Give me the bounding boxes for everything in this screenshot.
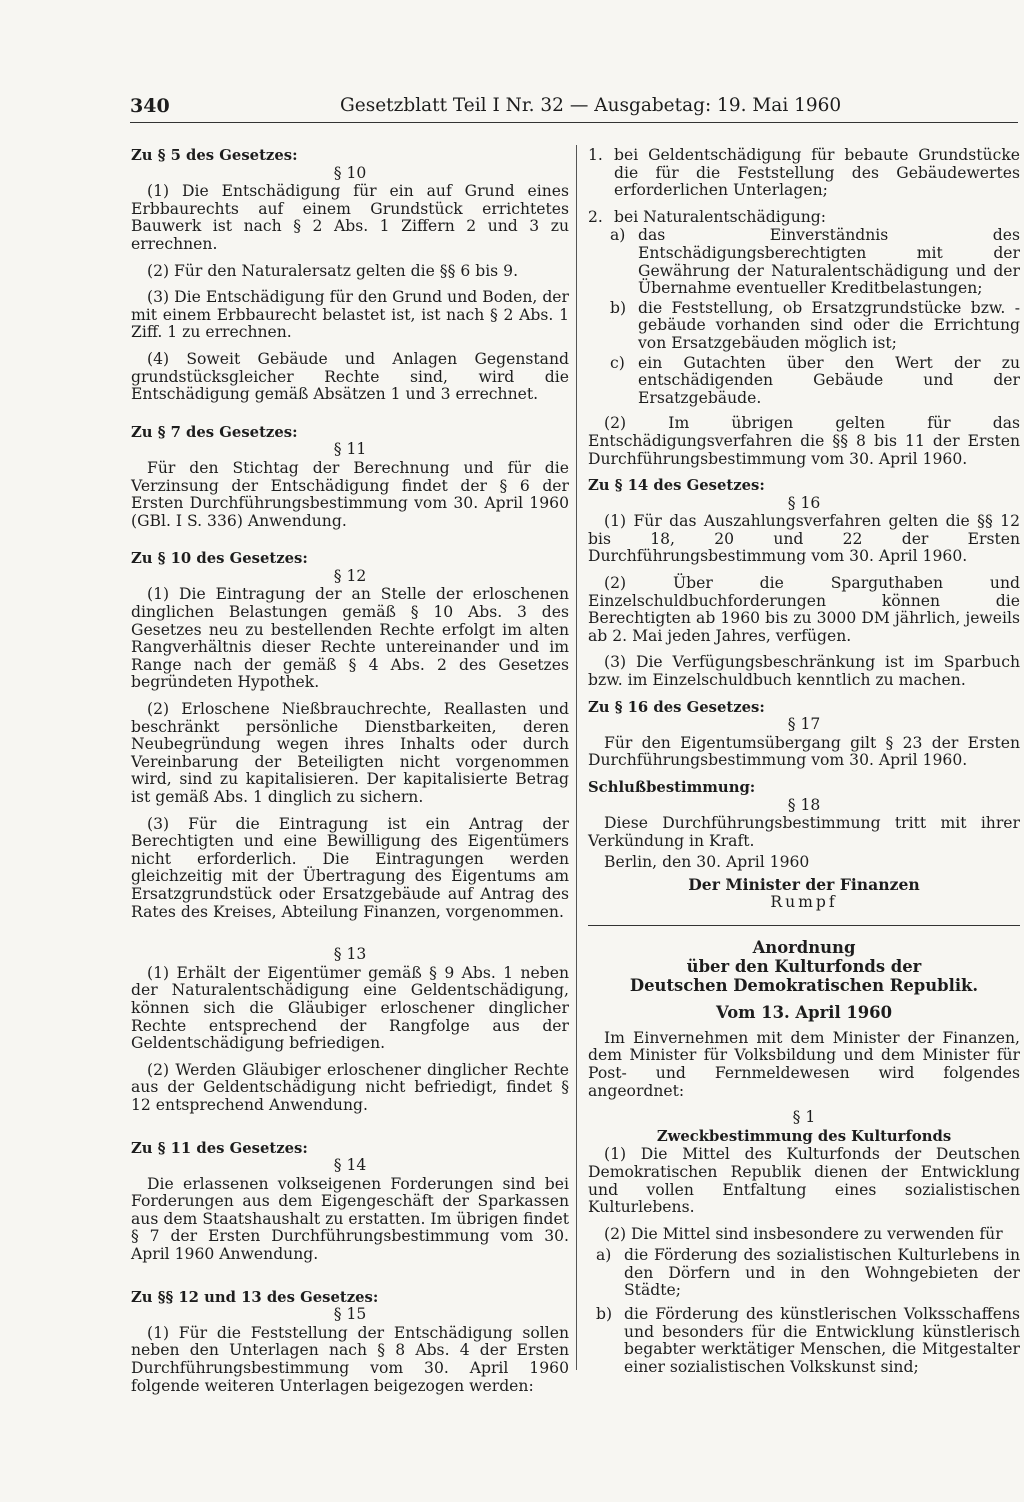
list-item-text: die Förderung des sozialistischen Kulturlebens in den Dörfern und in den Wohngebieten der Städte; bbox=[624, 1246, 1020, 1300]
section-heading: Zu § 10 des Gesetzes: bbox=[131, 550, 308, 568]
paragraph-number: § 10 bbox=[333, 163, 367, 182]
paragraph: (4) Soweit Gebäude und Anlagen Gegenstand grundstücksgleicher Rechte sind, wird die Entschädigung gemäß Absätzen 1 und 3 errechnet. bbox=[131, 349, 569, 404]
list-marker: a) bbox=[610, 226, 626, 245]
paragraph: (1) Erhält der Eigentümer gemäß § 9 Abs. 1 neben der Naturalentschädigung eine Geldentschädigung, können sich die Gläubiger erloschener dinglicher Rechte entsprechend der Rangfolge aus der Geldentschädigung befriedigen. bbox=[131, 963, 569, 1053]
paragraph-number: § 14 bbox=[333, 1156, 367, 1175]
list-marker: a) bbox=[596, 1246, 612, 1265]
list-item-text: bei Naturalentschädigung: bbox=[614, 207, 827, 226]
paragraph: (1) Die Mittel des Kulturfonds der Deutschen Demokratischen Republik dienen der Entwicklung und vollen Entfaltung eines sozialistischen Kulturlebens. bbox=[588, 1145, 1020, 1217]
list-item-text: die Förderung des künstlerischen Volksschaffens und besonders für die Entwicklung künstlerisch begabter werktätiger Menschen, die Mitgestalter einer sozialistischen Volkskunst sind; bbox=[624, 1305, 1020, 1376]
page-header bbox=[130, 95, 842, 125]
left-column bbox=[131, 147, 569, 1404]
paragraph: (1) Die Eintragung der an Stelle der erloschenen dinglichen Belastungen gemäß § 10 Abs. 3 des Gesetzes neu zu bestellenden Rechte erfolgt im alten Rangverhältnis dieser Rechte untereinander und im Range nach der gemäß § 4 Abs. 2 des Gesetzes begründeten Hypothek. bbox=[131, 585, 569, 692]
paragraph-title: Zweckbestimmung des Kulturfonds bbox=[656, 1127, 952, 1145]
paragraph: (2) Über die Sparguthaben und Einzelschuldbuchforderungen können die Berechtigten ab 1960 bis zu 3000 DM jährlich, jeweils ab 2. Mai jeden Jahres, verfügen. bbox=[588, 574, 1020, 645]
header-rule bbox=[130, 122, 1018, 123]
list-item bbox=[610, 355, 1020, 408]
paragraph: (3) Für die Eintragung ist ein Antrag der Berechtigten und eine Bewilligung des Eigentümers nicht erforderlich. Die Eintragungen werden gleichzeitig mit der Übertragung des Eigentums am Ersatzgrundstück oder Ersatzgebäude auf Antrag des Rates des Kreises, Abteilung Finanzen, vorgenommen. bbox=[131, 814, 569, 921]
list-item bbox=[610, 300, 1020, 353]
paragraph: Für den Stichtag der Berechnung und für die Verzinsung der Entschädigung findet der § 6 der Ersten Durchführungsbestimmung vom 30. April 1960 (GBl. I S. 336) Anwendung. bbox=[131, 458, 569, 530]
anordnung-date: Vom 13. April 1960 bbox=[715, 1003, 892, 1023]
page-number: 340 bbox=[130, 95, 170, 117]
list-marker: 1. bbox=[588, 146, 603, 164]
minister-title: Der Minister der Finanzen bbox=[688, 874, 920, 894]
right-column bbox=[588, 147, 1020, 1378]
paragraph: (1) Die Entschädigung für ein auf Grund eines Erbbaurechts auf einem Grundstück errichtetes Bauwerk ist nach § 2 Abs. 1 Ziffern 2 und 3 zu errechnen. bbox=[131, 182, 569, 253]
list-item-text: bei Geldentschädigung für bebaute Grundstücke die für die Feststellung des Gebäudewertes erforderlichen Unterlagen; bbox=[614, 146, 1020, 200]
title-line: über den Kulturfonds der bbox=[686, 957, 922, 977]
sub-list bbox=[588, 1247, 1020, 1376]
list-item-text: das Einverständnis des Entschädigungsberechtigten mit der Gewährung der Naturalentschädigung und der Übernahme eventueller Kreditbelastungen; bbox=[638, 226, 1020, 298]
list-marker: 2. bbox=[588, 207, 603, 226]
list-marker: b) bbox=[610, 298, 627, 317]
paragraph: (2) Erloschene Nießbrauchrechte, Reallasten und beschränkt persönliche Dienstbarkeiten, deren Neubegründung wegen ihres Inhalts oder durch Vereinbarung der Beteiligten nicht vorgenommen wird, sind zu kapitalisieren. Der kapitalisierte Betrag ist gemäß Abs. 1 dinglich zu sichern. bbox=[131, 700, 569, 806]
section-heading: Zu § 14 des Gesetzes: bbox=[588, 477, 765, 495]
section-heading: Schlußbestimmung: bbox=[588, 779, 756, 796]
list-marker: b) bbox=[596, 1305, 613, 1324]
paragraph: (3) Die Entschädigung für den Grund und Boden, der mit einem Erbbaurecht belastet ist, ist nach § 2 Abs. 1 Ziff. 1 zu errechnen. bbox=[131, 288, 569, 342]
list-item-text: die Feststellung, ob Ersatzgrundstücke bzw. -gebäude vorhanden sind oder die Errichtung von Ersatzgebäuden möglich ist; bbox=[638, 298, 1020, 352]
paragraph: (2) Die Mittel sind insbesondere zu verwenden für bbox=[604, 1224, 1003, 1243]
list-item bbox=[588, 209, 1020, 227]
paragraph-number: § 13 bbox=[333, 945, 367, 964]
paragraph: (2) Im übrigen gelten für das Entschädigungsverfahren die §§ 8 bis 11 der Ersten Durchführungsbestimmung vom 30. April 1960. bbox=[588, 414, 1020, 468]
paragraph-number: § 1 bbox=[792, 1108, 816, 1127]
paragraph: Im Einvernehmen mit dem Minister der Finanzen, dem Minister für Volksbildung und dem Minister für Post- und Fernmeldewesen wird folgendes angeordnet: bbox=[588, 1028, 1020, 1100]
paragraph: (3) Die Verfügungsbeschränkung ist im Sparbuch bzw. im Einzelschuldbuch kenntlich zu machen. bbox=[588, 653, 1020, 690]
running-head: Gesetzblatt Teil I Nr. 32 — Ausgabetag: 19. Mai 1960 bbox=[340, 95, 842, 116]
signer-name: Rumpf bbox=[770, 892, 838, 911]
place-date: Berlin, den 30. April 1960 bbox=[604, 853, 810, 872]
list-item-text: ein Gutachten über den Wert der zu entschädigenden Gebäude und der Ersatzgebäude. bbox=[638, 353, 1020, 407]
paragraph: Für den Eigentumsübergang gilt § 23 der Ersten Durchführungsbestimmung vom 30. April 1960. bbox=[588, 733, 1020, 770]
paragraph: (1) Für die Feststellung der Entschädigung sollen neben den Unterlagen nach § 8 Abs. 4 der Ersten Durchführungsbestimmung vom 30. April 1960 folgende weiteren Unterlagen beigezogen werden: bbox=[131, 1323, 569, 1395]
paragraph-number: § 16 bbox=[787, 493, 821, 512]
sub-list bbox=[588, 227, 1020, 407]
section-heading: Zu § 11 des Gesetzes: bbox=[131, 1139, 308, 1157]
section-heading: Zu § 16 des Gesetzes: bbox=[588, 698, 765, 716]
paragraph: (2) Werden Gläubiger erloschener dinglicher Rechte aus der Geldentschädigung nicht befriedigt, findet § 12 entsprechend Anwendung. bbox=[131, 1060, 569, 1114]
section-separator bbox=[588, 925, 1020, 926]
paragraph-number: § 17 bbox=[787, 715, 821, 734]
paragraph: (1) Für das Auszahlungsverfahren gelten die §§ 12 bis 18, 20 und 22 der Ersten Durchführungsbestimmung vom 30. April 1960. bbox=[588, 512, 1020, 566]
paragraph-number: § 15 bbox=[333, 1305, 367, 1324]
anordnung-title bbox=[588, 938, 1020, 995]
section-heading: Zu § 5 des Gesetzes: bbox=[131, 147, 298, 164]
paragraph-number: § 18 bbox=[787, 795, 821, 814]
title-line: Anordnung bbox=[752, 938, 856, 958]
paragraph-number: § 12 bbox=[333, 566, 367, 585]
title-line: Deutschen Demokratischen Republik. bbox=[629, 976, 979, 996]
column-divider bbox=[576, 145, 577, 1370]
paragraph-number: § 11 bbox=[333, 440, 367, 459]
paragraph: Die erlassenen volkseigenen Forderungen sind bei Forderungen aus dem Eigengeschäft der Sparkassen aus dem Staatshaushalt zu erstatten. Im übrigen findet § 7 der Ersten Durchführungsbestimmung vom 30. April 1960 Anwendung. bbox=[131, 1174, 569, 1264]
list-marker: c) bbox=[610, 353, 625, 372]
list-item bbox=[610, 227, 1020, 297]
section-heading: Zu § 7 des Gesetzes: bbox=[131, 423, 298, 441]
list-item bbox=[596, 1247, 1020, 1300]
section-heading: Zu §§ 12 und 13 des Gesetzes: bbox=[131, 1288, 379, 1306]
paragraph: (2) Für den Naturalersatz gelten die §§ 6 bis 9. bbox=[147, 261, 519, 280]
list-item bbox=[588, 147, 1020, 200]
list-item bbox=[596, 1306, 1020, 1376]
paragraph: Diese Durchführungsbestimmung tritt mit ihrer Verkündung in Kraft. bbox=[588, 814, 1020, 850]
